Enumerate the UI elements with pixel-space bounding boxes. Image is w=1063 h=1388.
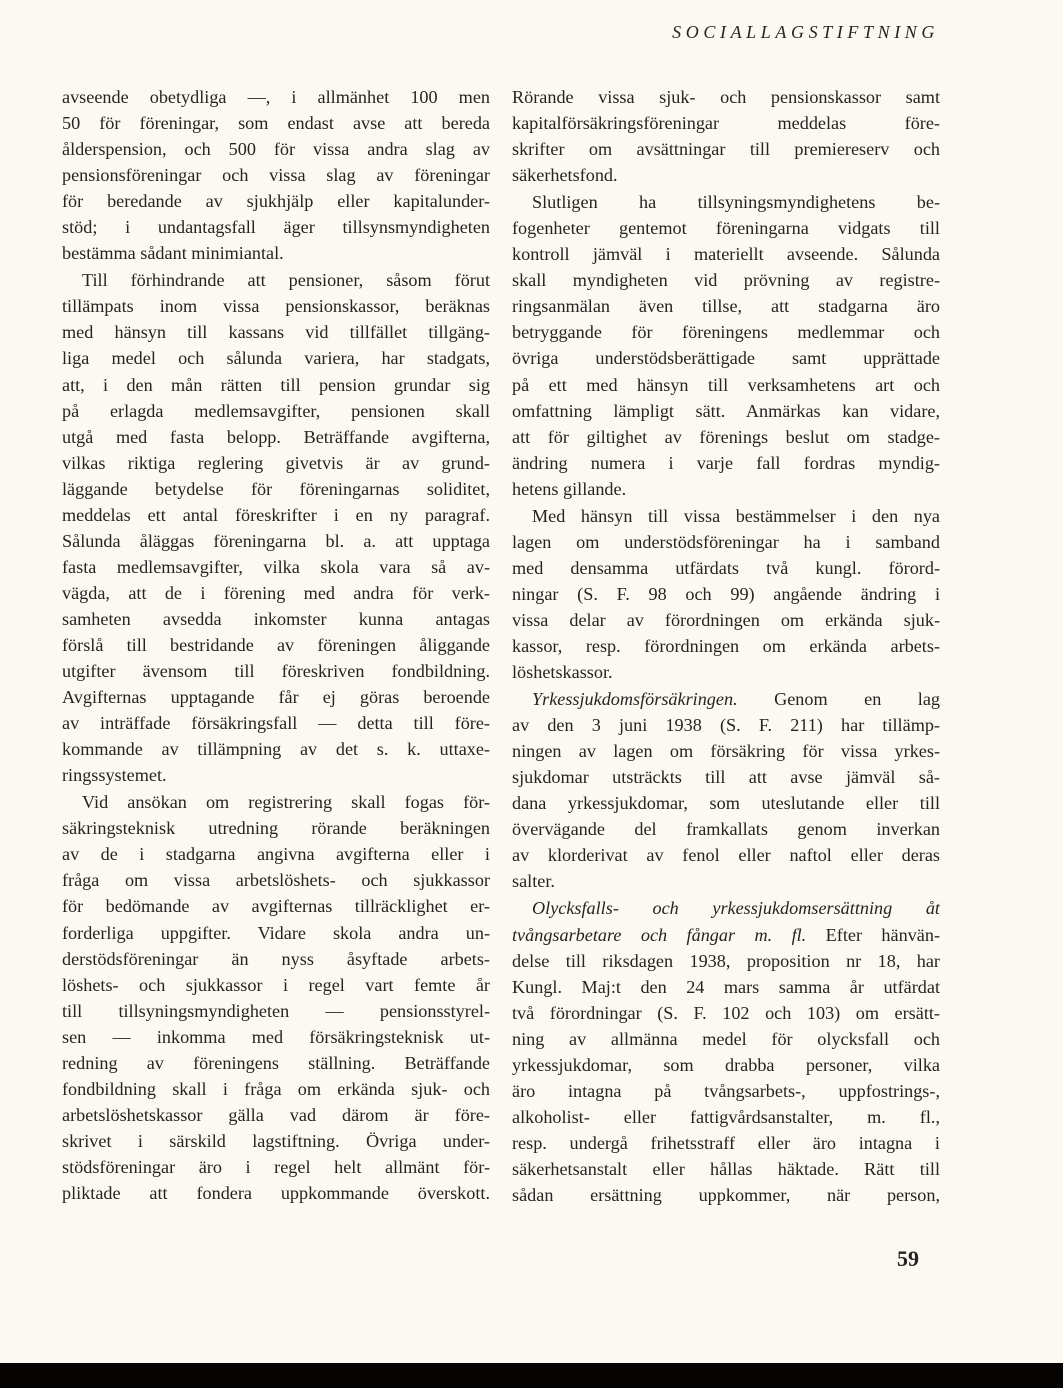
text-line: meddelas ett antal föreskrifter i en ny paragraf.	[62, 504, 490, 525]
text-line: Kungl. Maj:t den 24 mars samma år utfärdat	[512, 976, 940, 997]
text-line: skrifter om avsättningar till premiereserv och	[512, 139, 940, 160]
text-line: 50 för föreningar, som endast avse att bereda	[62, 113, 490, 134]
text-line: arbetslöshetskassor gälla vad därom är före-	[62, 1104, 490, 1125]
text-line: äro intagna på tvångsarbets-, uppfostrings-,	[512, 1080, 940, 1101]
text-line: kassor, resp. förordningen om erkända arbets-	[512, 635, 940, 656]
text-line: hetens gillande.	[512, 478, 627, 499]
text-line: samheten avsedda inkomster kunna antagas	[62, 608, 490, 629]
page-number: 59	[897, 1246, 919, 1271]
text-line: Vid ansökan om registrering skall fogas för-	[82, 792, 490, 813]
text-line: omfattning lämpligt sätt. Anmärkas kan vidare,	[512, 400, 940, 421]
text-line: säkringsteknisk utredning rörande beräkningen	[62, 818, 490, 839]
running-head: SOCIALLAGSTIFTNING	[672, 22, 939, 42]
text-line: Slutligen ha tillsyningsmyndighetens be-	[532, 192, 940, 213]
text-line: av de i stadgarna angivna avgifterna eller i	[62, 844, 490, 865]
text-line: vägda, att de i förening med andra för verk-	[62, 582, 490, 603]
text-run: Genom en lag	[737, 689, 940, 710]
text-line: ning av allmänna medel för olycksfall och	[512, 1028, 940, 1049]
scan-border	[0, 1363, 1063, 1388]
italic-heading: tvångsarbetare och fångar m. fl.	[512, 924, 807, 945]
text-line: dana yrkessjukdomar, som uteslutande eller till	[512, 793, 940, 814]
text-line: delse till riksdagen 1938, proposition nr 18, har	[512, 950, 940, 971]
text-line: övervägande del framkallats genom inverkan	[512, 819, 940, 840]
text-line: liga medel och sålunda variera, har stadgats,	[62, 348, 490, 369]
text-line: Med hänsyn till vissa bestämmelser i den nya	[532, 505, 940, 526]
text-line: utgifter ävensom till föreskriven fondbildning.	[62, 661, 490, 682]
italic-heading: Olycksfalls- och yrkessjukdomsersättning åt	[532, 898, 940, 919]
text-line: av inträffade försäkringsfall — detta till före-	[62, 713, 490, 734]
text-line: stödsföreningar äro i regel helt allmänt för-	[62, 1156, 490, 1177]
text-line: Rörande vissa sjuk- och pensionskassor samt	[512, 87, 940, 107]
left-column	[62, 84, 490, 1207]
text-line: kommande av tillämpning av det s. k. uttaxe-	[62, 739, 490, 760]
text-line: redning av föreningens ställning. Beträffande	[62, 1052, 490, 1073]
text-line: läggande betydelse för föreningarnas soliditet,	[62, 478, 490, 499]
text-line: sådan ersättning uppkommer, när person,	[512, 1184, 940, 1205]
text-line: sjukdomar utsträckts till att avse jämväl så-	[512, 767, 940, 788]
text-line: resp. undergå frihetsstraff eller äro intagna i	[512, 1132, 940, 1153]
text-line: forderliga uppgifter. Vidare skola andra un-	[62, 922, 490, 943]
text-line: Till förhindrande att pensioner, såsom förut	[82, 270, 490, 291]
text-line: alkoholist- eller fattigvårdsanstalter, m. fl.,	[512, 1106, 940, 1127]
text-line: säkerhetsanstalt eller hållas häktade. Rätt till	[512, 1158, 940, 1179]
text-line: salter.	[512, 871, 555, 892]
right-column	[512, 84, 940, 1209]
text-line: fogenheter gentemot föreningarna vidgats till	[512, 218, 940, 239]
text-line: förslå till bestridande av föreningen åliggande	[62, 634, 490, 655]
text-line: sen — inkomma med försäkringsteknisk ut-	[62, 1026, 490, 1047]
text-line: fondbildning skall i fråga om erkända sjuk- och	[62, 1078, 490, 1099]
text-line: av klorderivat av fenol eller naftol eller deras	[512, 845, 940, 866]
text-line: ningar (S. F. 98 och 99) angående ändring i	[512, 583, 940, 604]
text-line: stöd; i undantagsfall äger tillsynsmyndigheten	[62, 217, 490, 238]
text-line: bestämma sådant minimiantal.	[62, 243, 284, 264]
paragraph	[512, 189, 940, 502]
italic-heading: Yrkessjukdomsförsäkringen.	[532, 689, 738, 710]
text-line: på ett med hänsyn till verksamhetens art och	[512, 374, 940, 395]
text-line: för beredande av sjukhjälp eller kapitalunder-	[62, 191, 490, 212]
text-line: med hänsyn till kassans vid tillfället tillgäng-	[62, 322, 490, 343]
text-line: löshetskassor.	[512, 662, 613, 683]
text-line: pliktade att fondera uppkommande överskott.	[62, 1182, 490, 1203]
text-line: övriga understödsberättigade samt upprättade	[512, 348, 940, 369]
text-line: kapitalförsäkringsföreningar meddelas före-	[512, 113, 940, 134]
text-line: på erlagda medlemsavgifter, pensionen skall	[62, 400, 490, 421]
text-line	[512, 895, 940, 921]
text-line	[512, 686, 940, 712]
text-line: vissa delar av förordningen om erkända sjuk-	[512, 609, 940, 630]
text-line: yrkessjukdomar, som drabba personer, vilka	[512, 1054, 940, 1075]
text-line: lagen om understödsföreningar ha i samband	[512, 531, 940, 552]
paragraph	[512, 503, 940, 685]
text-line: avseende obetydliga —, i allmänhet 100 men	[62, 87, 490, 107]
text-line: skrivet i särskild lagstiftning. Övriga under-	[62, 1130, 490, 1151]
text-line	[512, 922, 940, 948]
text-line: att för giltighet av förenings beslut om stadge-	[512, 426, 940, 447]
text-line: fråga om vissa arbetslöshets- och sjukkassor	[62, 870, 490, 891]
text-line: att, i den mån rätten till pension grundar sig	[62, 374, 490, 395]
text-line: Sålunda åläggas föreningarna bl. a. att upptaga	[62, 530, 490, 551]
text-line: kontroll jämväl i materiellt avseende. Sålunda	[512, 244, 940, 265]
text-line: löshets- och sjukkassor i regel vart femte år	[62, 974, 490, 995]
text-line: säkerhetsfond.	[512, 165, 618, 186]
text-run: Efter hänvän-	[806, 924, 940, 945]
paragraph	[512, 686, 940, 894]
paragraph	[512, 895, 940, 1208]
paragraph	[512, 84, 940, 188]
text-line: med densamma utfärdats två kungl. förord-	[512, 557, 940, 578]
text-line: ringsanmälan även tillse, att stadgarna äro	[512, 296, 940, 317]
text-line: pensionsföreningar och vissa slag av föreningar	[62, 165, 490, 186]
paragraph	[62, 267, 490, 788]
text-line: vilkas riktiga reglering givetvis är av grund-	[62, 452, 490, 473]
text-line: ningen av lagen om försäkring för vissa yrkes-	[512, 741, 940, 762]
text-line: ringssystemet.	[62, 765, 167, 786]
text-line: tillämpats inom vissa pensionskassor, beräknas	[62, 296, 490, 317]
text-line: Avgifternas upptagande får ej göras beroende	[62, 687, 490, 708]
text-line: av den 3 juni 1938 (S. F. 211) har tillämp-	[512, 715, 940, 736]
paragraph	[62, 84, 490, 266]
text-line: derstödsföreningar än nyss åsyftade arbets-	[62, 948, 490, 969]
text-line: ändring numera i varje fall fordras myndig-	[512, 452, 940, 473]
text-line: skall myndigheten vid prövning av registre-	[512, 270, 940, 291]
text-line: fasta medlemsavgifter, vilka skola vara så av-	[62, 556, 490, 577]
text-line: utgå med fasta belopp. Beträffande avgifterna,	[62, 426, 490, 447]
text-line: ålderspension, och 500 för vissa andra slag av	[62, 139, 490, 160]
text-line: två förordningar (S. F. 102 och 103) om ersätt-	[512, 1002, 940, 1023]
text-line: för bedömande av avgifternas tillräcklighet er-	[62, 896, 490, 917]
text-line: betryggande för föreningens medlemmar och	[512, 322, 940, 343]
paragraph	[62, 789, 490, 1206]
text-line: till tillsyningsmyndigheten — pensionsstyrel-	[62, 1000, 490, 1021]
